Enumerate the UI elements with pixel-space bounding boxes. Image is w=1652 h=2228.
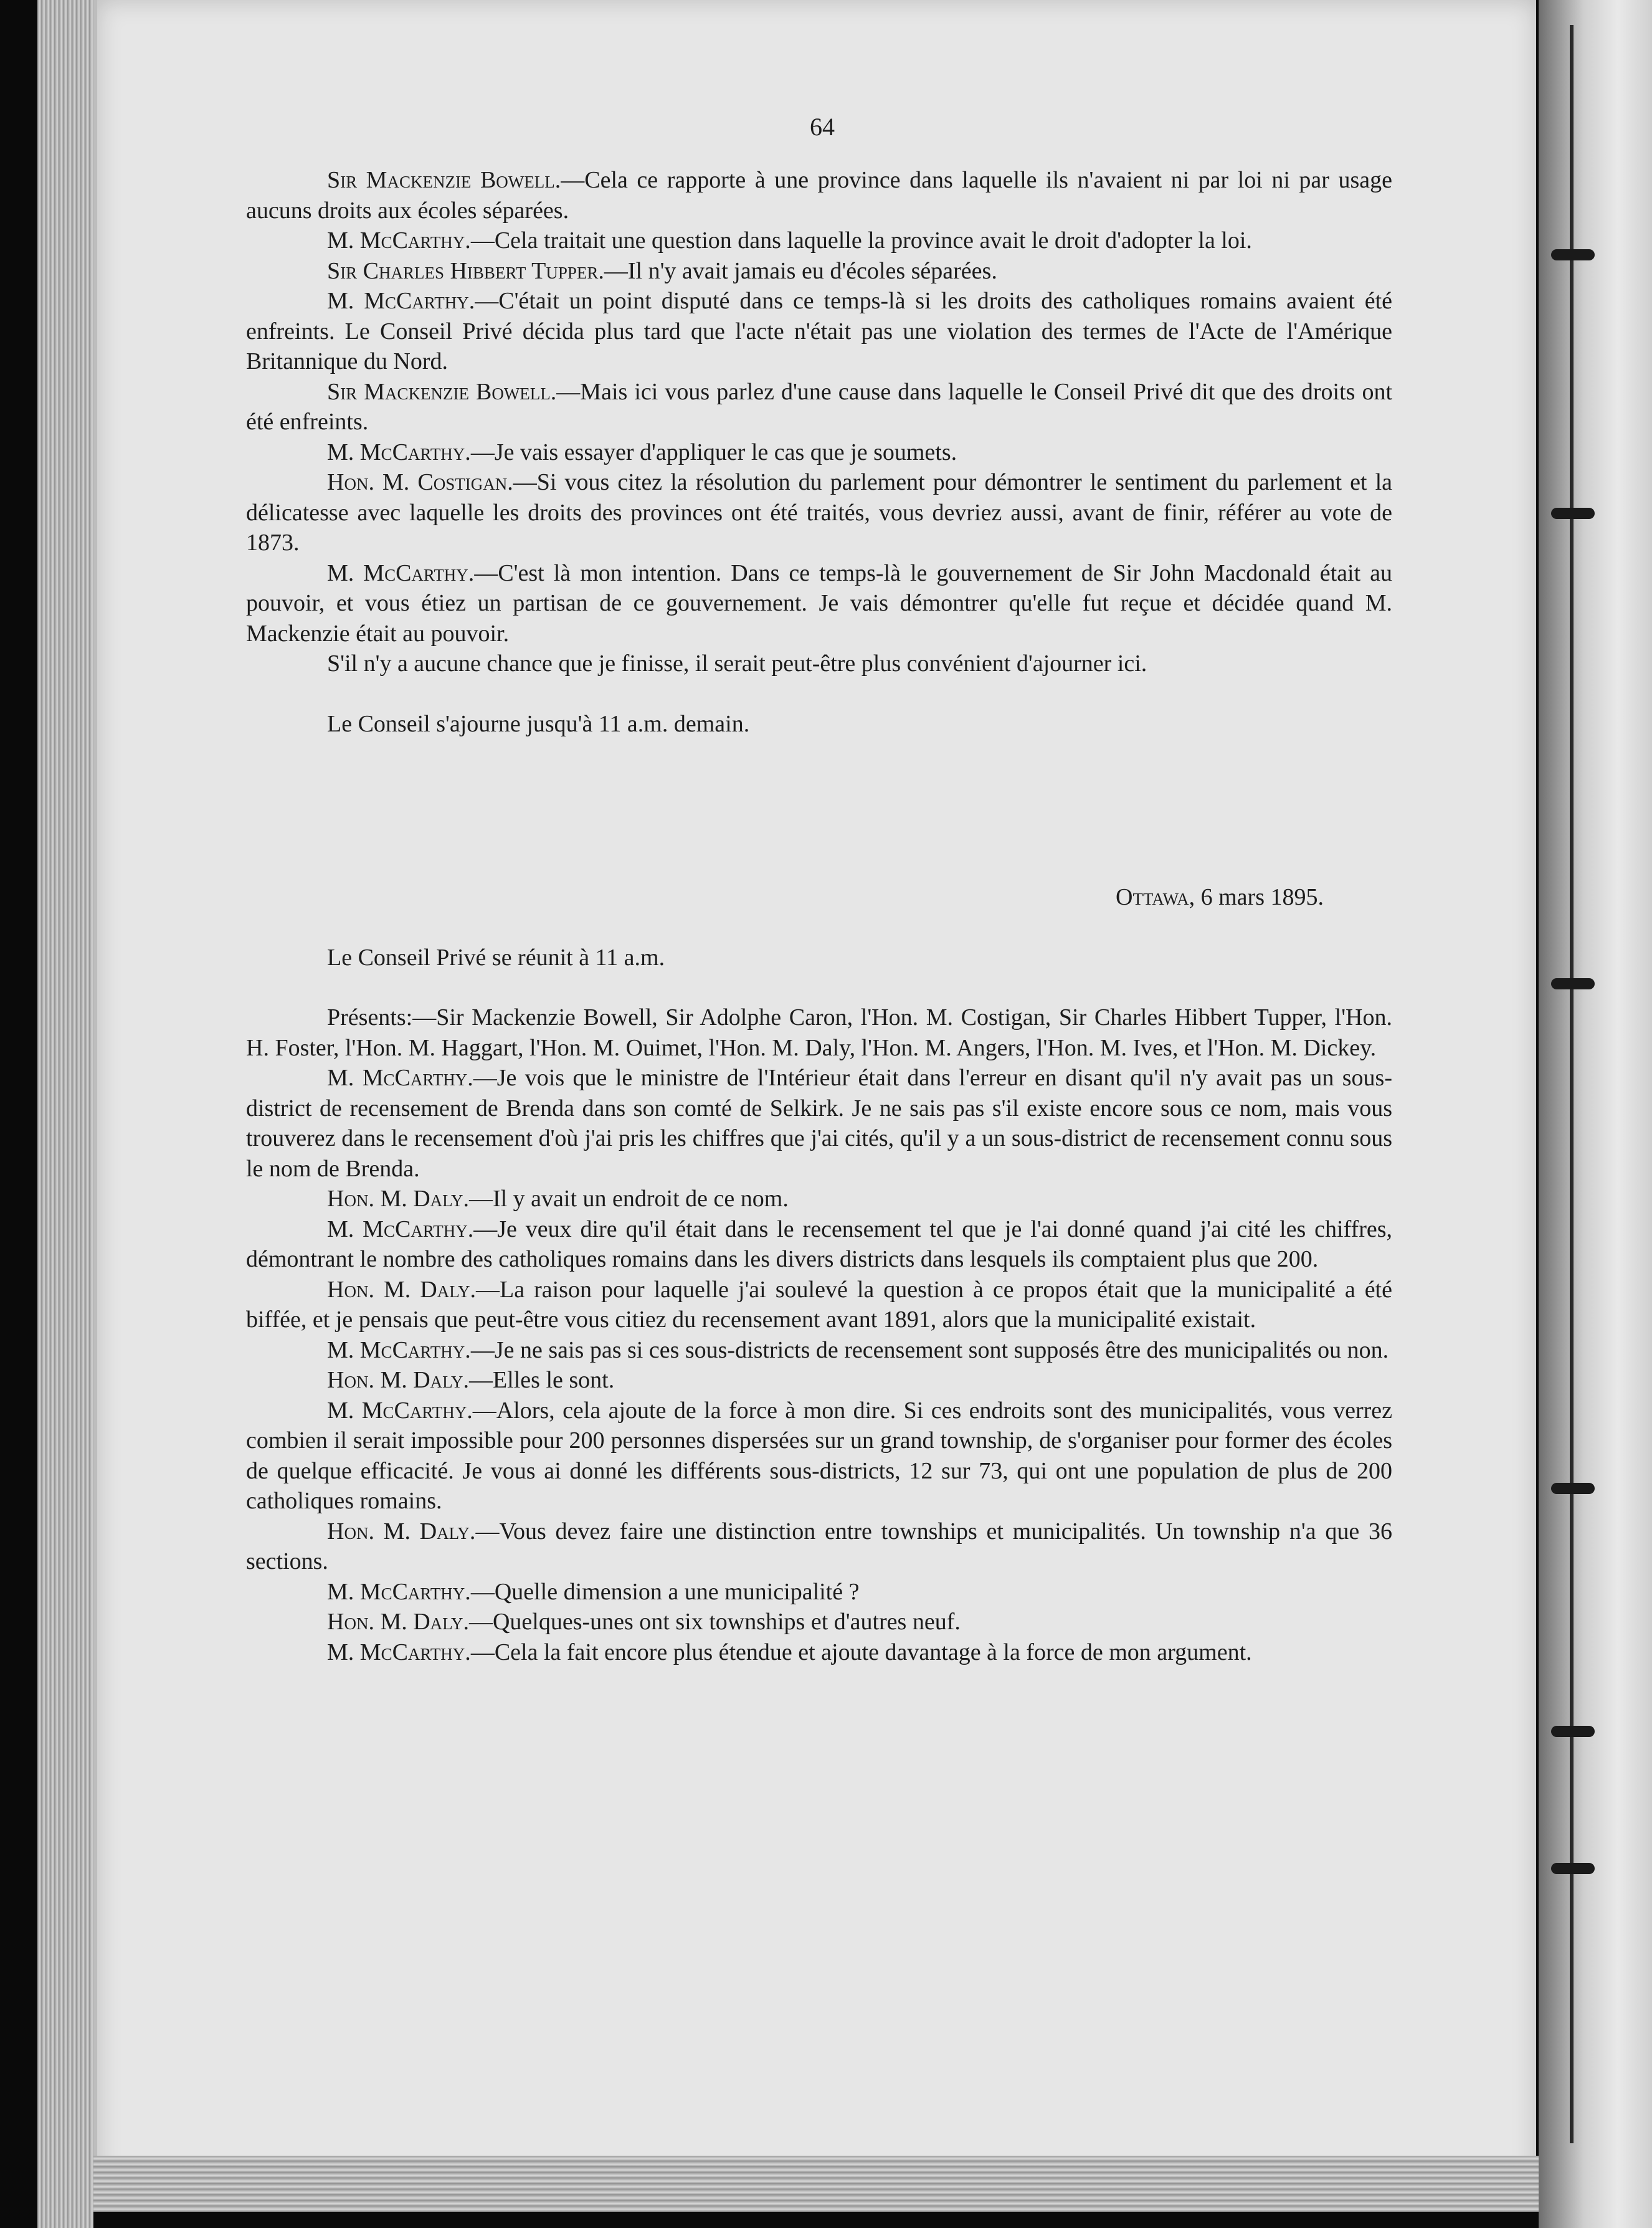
speech-paragraph	[246, 377, 1392, 437]
speech-paragraph	[246, 467, 1392, 558]
dateline	[246, 882, 1392, 913]
binding-thread	[1570, 25, 1574, 2143]
attendance-list: Présents:—Sir Mackenzie Bowell, Sir Adolphe Caron, l'Hon. M. Costigan, Sir Charles Hibbert Tupper, l'Hon. H. Foster, l'Hon. M. Haggart, l'Hon. M. Ouimet, l'Hon. M. Daly, l'Hon. M. Angers, l'Hon. M. Ives, et l'Hon. M. Dickey.	[246, 1004, 1392, 1061]
speaker-name: Hon. M. Daly.	[327, 1276, 476, 1303]
speech-text: —Il y avait un endroit de ce nom.	[468, 1186, 789, 1212]
binding-clip	[1551, 978, 1595, 989]
speaker-name: M. McCarthy.	[327, 227, 471, 254]
speech-text: —Mais ici vous parlez d'une cause dans laquelle le Conseil Privé dit que des droits ont été enfreints.	[246, 378, 1393, 435]
adjournment-line: Le Conseil s'ajourne jusqu'à 11 a.m. demain.	[327, 710, 750, 737]
speech-paragraph	[246, 1516, 1392, 1577]
session-opening: Le Conseil Privé se réunit à 11 a.m.	[327, 944, 665, 971]
speech-paragraph	[246, 1275, 1392, 1335]
speaker-name: M. McCarthy.	[327, 1578, 471, 1605]
speech-paragraph	[246, 1214, 1392, 1275]
speech-text: —Alors, cela ajoute de la force à mon dire. Si ces endroits sont des municipalités, vous verrez combien il serait impossible pour 200 personnes dispersées sur un grand township, de s'organiser pour former des écoles de quelque efficacité. Je vous ai donné les différents sous-districts, 12 sur 73, qui ont une population de plus de 200 catholiques romains.	[246, 1397, 1393, 1514]
speech-text: S'il n'y a aucune chance que je finisse, il serait peut-être plus convénient d'ajourner ici.	[327, 650, 1147, 677]
speaker-name: Sir Mackenzie Bowell.	[327, 167, 561, 193]
speaker-name: Hon. M. Daly.	[327, 1609, 469, 1635]
speaker-name: M. McCarthy.	[327, 1639, 471, 1665]
speech-text: —Je ne sais pas si ces sous-districts de recensement sont supposés être des municipalités ou non.	[470, 1336, 1389, 1363]
speech-text: —Elles le sont.	[468, 1367, 615, 1393]
speaker-name: Hon. M. Costigan.	[327, 469, 513, 495]
speaker-name: M. McCarthy.	[327, 439, 471, 465]
speech-paragraph	[246, 286, 1392, 377]
binding-clip	[1551, 1483, 1595, 1494]
binding-clip	[1551, 1863, 1595, 1874]
speaker-name: M. McCarthy.	[327, 288, 475, 314]
speech-paragraph	[246, 256, 1392, 287]
binding-clip	[1551, 1726, 1595, 1737]
speech-text: —Cela la fait encore plus étendue et ajoute davantage à la force de mon argument.	[470, 1639, 1252, 1665]
speaker-name: Sir Charles Hibbert Tupper.	[327, 257, 604, 284]
speech-text: —Je vois que le ministre de l'Intérieur était dans l'erreur en disant qu'il n'y avait pas un sous-district de recensement de Brenda dans son comté de Selkirk. Je ne sais pas s'il existe encore sous ce nom, mais vous trouverez dans le recensement d'où j'ai pris les chiffres que j'ai cités, qu'il y a un sous-district de recensement connu sous le nom de Brenda.	[246, 1065, 1393, 1182]
speech-paragraph	[246, 558, 1392, 649]
speaker-name: M. McCarthy.	[327, 1397, 473, 1424]
speech-text: —Cela traitait une question dans laquelle la province avait le droit d'adopter la loi.	[470, 227, 1252, 254]
binding-clip	[1551, 508, 1595, 519]
speaker-name: M. McCarthy.	[327, 1065, 473, 1091]
speech-text: —Vous devez faire une distinction entre townships et municipalités. Un township n'a que 36 sections.	[246, 1518, 1392, 1574]
speech-paragraph	[246, 1365, 1392, 1396]
speech-text: —C'est là mon intention. Dans ce temps-là le gouvernement de Sir John Macdonald était au pouvoir, et vous étiez un partisan de ce gouvernement. Je vais démontrer qu'elle fut reçue et décidée quand M. Mackenzie était au pouvoir.	[246, 559, 1392, 647]
speech-text: —Il n'y avait jamais eu d'écoles séparées.	[604, 257, 997, 284]
page-number: 64	[810, 113, 835, 141]
speech-paragraph	[246, 1396, 1392, 1516]
spacer	[246, 913, 1392, 943]
speech-paragraph	[246, 1335, 1392, 1366]
dateline-date: , 6 mars 1895.	[1189, 884, 1324, 910]
speech-text: —Je vais essayer d'appliquer le cas que je soumets.	[470, 439, 957, 465]
speech-paragraph	[246, 437, 1392, 468]
speech-paragraph	[246, 1607, 1392, 1637]
speech-paragraph	[246, 649, 1392, 679]
dateline-place: Ottawa	[1116, 884, 1189, 910]
speech-paragraph	[246, 1577, 1392, 1607]
speech-paragraph	[246, 165, 1392, 226]
bottom-page-edges	[93, 2156, 1539, 2212]
speaker-name: M. McCarthy.	[327, 1336, 471, 1363]
speaker-name: M. McCarthy.	[327, 559, 475, 586]
speech-text: —Je veux dire qu'il était dans le recensement tel que je l'ai donné quand j'ai cité les chiffres, démontrant le nombre des catholiques romains dans les divers districts dans lesquels ils comptaient plus que 200.	[246, 1216, 1392, 1272]
speech-text: —Si vous citez la résolution du parlement pour démontrer le sentiment du parlement et la délicatesse avec laquelle les droits des provinces ont été traités, vous devriez aussi, avant de finir, référer au vote de 1873.	[246, 469, 1392, 556]
speech-paragraph	[246, 226, 1392, 256]
speech-text: —Quelle dimension a une municipalité ?	[470, 1578, 860, 1605]
speech-text: —La raison pour laquelle j'ai soulevé la question à ce propos était que la municipalité a été biffée, et je pensais que peut-être vous citiez du recensement avant 1891, alors que la municipalité existait.	[246, 1276, 1392, 1333]
spacer	[246, 739, 1392, 882]
speech-paragraph	[246, 1063, 1392, 1184]
speaker-name: Hon. M. Daly.	[327, 1518, 476, 1545]
debate-section-1	[246, 165, 1392, 679]
speech-text: —C'était un point disputé dans ce temps-là si les droits des catholiques romains avaient été enfreints. Le Conseil Privé décida plus tard que l'acte n'était pas une violation des termes de l'Acte de l'Amérique Britannique du Nord.	[246, 288, 1392, 374]
speaker-name: Hon. M. Daly.	[327, 1367, 469, 1393]
speaker-name: Sir Mackenzie Bowell.	[327, 378, 557, 405]
debate-section-2	[246, 1063, 1392, 1667]
speaker-name: Hon. M. Daly.	[327, 1186, 469, 1212]
speaker-name: M. McCarthy.	[327, 1216, 474, 1242]
speech-text: —Cela ce rapporte à une province dans laquelle ils n'avaient ni par loi ni par usage aucuns droits aux écoles séparées.	[246, 167, 1393, 224]
spacer	[246, 679, 1392, 709]
speech-paragraph	[246, 1184, 1392, 1214]
binding-spine	[1539, 0, 1652, 2228]
speech-text: —Quelques-unes ont six townships et d'autres neuf.	[468, 1609, 961, 1635]
spacer	[246, 973, 1392, 1002]
stacked-page-edges	[37, 0, 93, 2228]
speech-paragraph	[246, 1637, 1392, 1668]
binding-clip	[1551, 249, 1595, 260]
page-text	[246, 165, 1392, 1667]
